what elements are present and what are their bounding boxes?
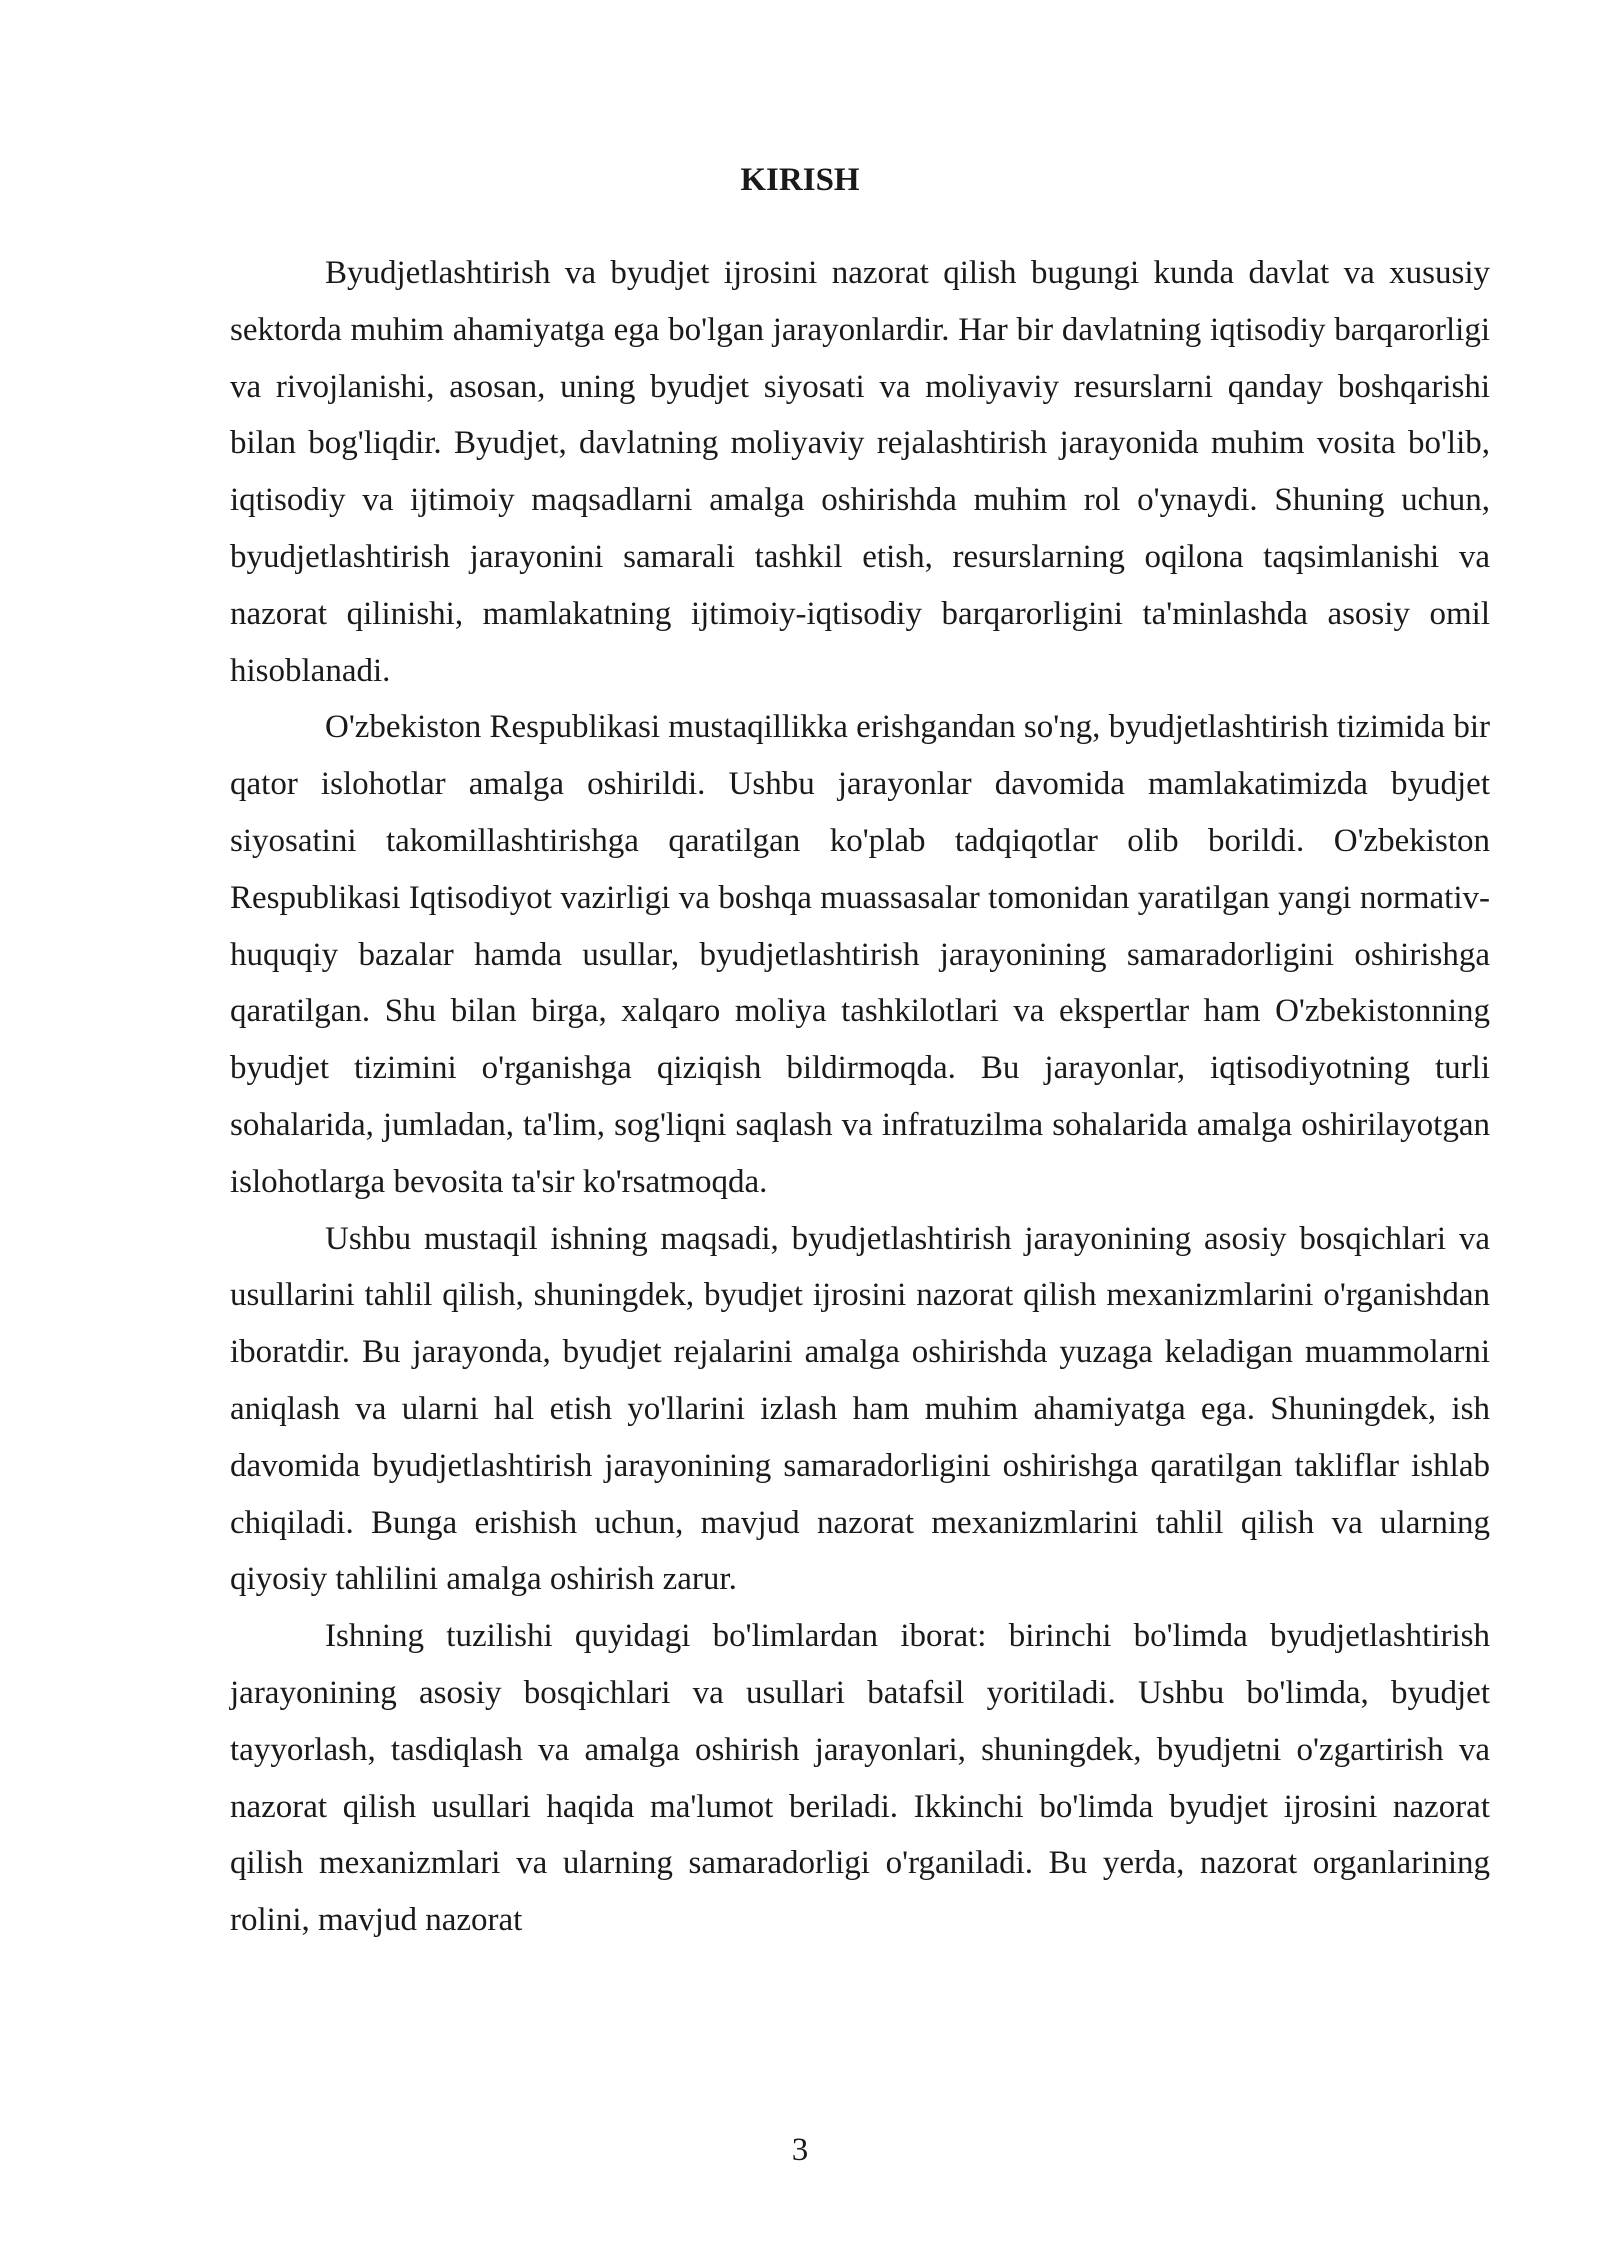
paragraph-3: Ushbu mustaqil ishning maqsadi, byudjetlashtirish jarayonining asosiy bosqichlari va usullarini tahlil qilish, shuningdek, byudjet ijrosini nazorat qilish mexanizmlarini o'rganishdan iboratdir. Bu jarayonda, byudjet rejalarini amalga oshirishda yuzaga keladigan muammolarni aniqlash va ularni hal etish yo'llarini izlash ham muhim ahamiyatga ega. Shuningdek, ish davomida byudjetlashtirish jarayonining samaradorligini oshirishga qaratilgan takliflar ishlab chiqiladi. Bunga erishish uchun, mavjud nazorat mexanizmlarini tahlil qilish va ularning qiyosiy tahlilini amalga oshirish zarur. bbox=[230, 1220, 1490, 1598]
paragraph-1: Byudjetlashtirish va byudjet ijrosini nazorat qilish bugungi kunda davlat va xususiy sektorda muhim ahamiyatga ega bo'lgan jarayonlardir. Har bir davlatning iqtisodiy barqarorligi va rivojlanishi, asosan, uning byudjet siyosati va moliyaviy resurslarni qanday boshqarishi bilan bog'liqdir. Byudjet, davlatning moliyaviy rejalashtirish jarayonida muhim vosita bo'lib, iqtisodiy va ijtimoiy maqsadlarni amalga oshirishda muhim rol o'ynaydi. Shuning uchun, byudjetlashtirish jarayonini samarali tashkil etish, resurslarning oqilona taqsimlanishi va nazorat qilinishi, mamlakatning ijtimoiy-iqtisodiy barqarorligini ta'minlashda asosiy omil hisoblanadi. bbox=[230, 255, 1490, 689]
body-text bbox=[230, 245, 1490, 1949]
page-title: KIRISH bbox=[740, 162, 860, 198]
page-number: 3 bbox=[791, 2132, 809, 2168]
paragraph-2: O'zbekiston Respublikasi mustaqillikka erishgandan so'ng, byudjetlashtirish tizimida bir qator islohotlar amalga oshirildi. Ushbu jarayonlar davomida mamlakatimizda byudjet siyosatini takomillashtirishga qaratilgan ko'plab tadqiqotlar olib borildi. O'zbekiston Respublikasi Iqtisodiyot vazirligi va boshqa muassasalar tomonidan yaratilgan yangi normativ-huquqiy bazalar hamda usullar, byudjetlashtirish jarayonining samaradorligini oshirishga qaratilgan. Shu bilan birga, xalqaro moliya tashkilotlari va ekspertlar ham O'zbekistonning byudjet tizimini o'rganishga qiziqish bildirmoqda. Bu jarayonlar, iqtisodiyotning turli sohalarida, jumladan, ta'lim, sog'liqni saqlash va infratuzilma sohalarida amalga oshirilayotgan islohotlarga bevosita ta'sir ko'rsatmoqda. bbox=[230, 709, 1490, 1200]
paragraph-4: Ishning tuzilishi quyidagi bo'limlardan iborat: birinchi bo'limda byudjetlashtirish jarayonining asosiy bosqichlari va usullari batafsil yoritiladi. Ushbu bo'limda, byudjet tayyorlash, tasdiqlash va amalga oshirish jarayonlari, shuningdek, byudjetni o'zgartirish va nazorat qilish usullari haqida ma'lumot beriladi. Ikkinchi bo'limda byudjet ijrosini nazorat qilish mexanizmlari va ularning samaradorligi o'rganiladi. Bu yerda, nazorat organlarining rolini, mavjud nazorat bbox=[230, 1618, 1490, 1939]
